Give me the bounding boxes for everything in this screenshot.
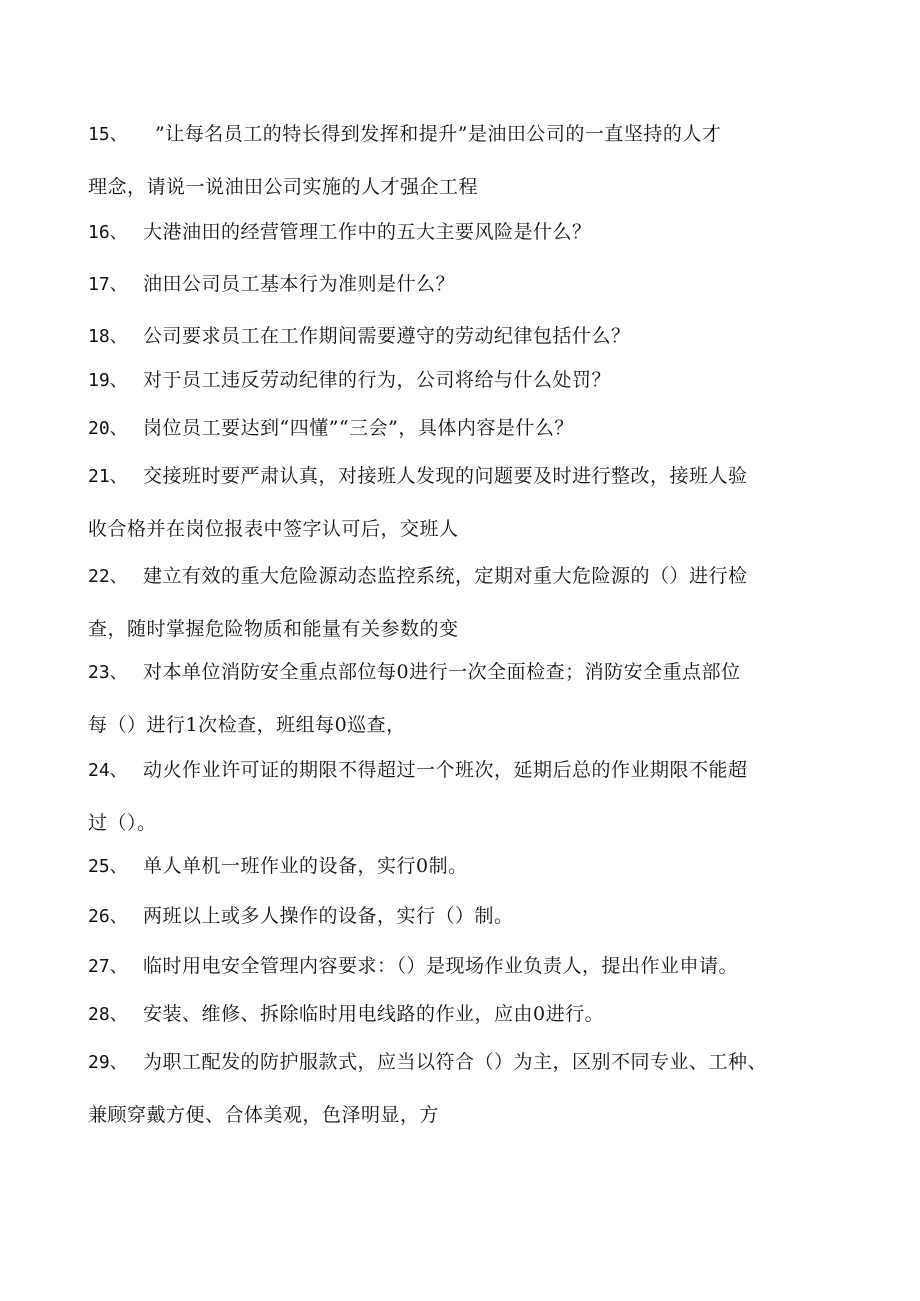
question-text-continued: 兼顾穿戴方便、合体美观，色泽明显，方 [88, 1104, 440, 1126]
question-number: 21、 [88, 466, 128, 487]
question-number: 27、 [88, 956, 128, 977]
question-text: 对本单位消防安全重点部位每0进行一次全面检查；消防安全重点部位 [143, 661, 741, 683]
question-27 [88, 940, 848, 993]
question-15 [88, 108, 848, 213]
question-number: 20、 [88, 418, 128, 439]
question-28 [88, 988, 848, 1041]
question-text: 交接班时要严肃认真，对接班人发现的问题要及时进行整改，接班人验 [143, 465, 748, 487]
question-text: 为职工配发的防护服款式，应当以符合（）为主，区别不同专业、工种、 [143, 1051, 768, 1073]
question-25 [88, 840, 848, 893]
question-text: 两班以上或多人操作的设备，实行（）制。 [143, 905, 514, 927]
question-text: 岗位员工要达到“四懂”“三会”，具体内容是什么？ [143, 417, 574, 439]
question-text: 公司要求员工在工作期间需要遵守的劳动纪律包括什么？ [143, 325, 631, 347]
question-number: 24、 [88, 760, 128, 781]
question-number: 18、 [88, 326, 128, 347]
question-number: 22、 [88, 566, 128, 587]
question-number: 29、 [88, 1052, 128, 1073]
question-20 [88, 402, 848, 455]
question-number: 15、 [88, 124, 128, 145]
question-text: 动火作业许可证的期限不得超过一个班次，延期后总的作业期限不能超 [143, 759, 748, 781]
question-number: 25、 [88, 856, 128, 877]
question-text: 对于员工违反劳动纪律的行为，公司将给与什么处罚？ [143, 369, 612, 391]
question-text-continued: 查，随时掌握危险物质和能量有关参数的变 [88, 618, 459, 640]
question-text: 单人单机一班作业的设备，实行0制。 [143, 855, 468, 877]
question-text: 建立有效的重大危险源动态监控系统，定期对重大危险源的（）进行检 [143, 565, 748, 587]
question-16 [88, 206, 848, 259]
question-23 [88, 646, 848, 751]
question-number: 19、 [88, 370, 128, 391]
question-number: 16、 [88, 222, 128, 243]
question-19 [88, 354, 848, 407]
question-number: 26、 [88, 906, 128, 927]
question-text-continued: 每（）进行1次检查，班组每0巡查， [88, 714, 406, 736]
question-number: 23、 [88, 662, 128, 683]
question-number: 17、 [88, 274, 128, 295]
question-text: ”让每名员工的特长得到发挥和提升”是油田公司的一直坚持的人才 [155, 123, 722, 145]
question-29 [88, 1036, 848, 1141]
question-22 [88, 550, 848, 655]
question-text: 油田公司员工基本行为准则是什么？ [143, 273, 456, 295]
question-21 [88, 450, 848, 555]
question-text-continued: 理念，请说一说油田公司实施的人才强企工程 [88, 176, 479, 198]
question-number: 28、 [88, 1004, 128, 1025]
question-text: 安装、维修、拆除临时用电线路的作业，应由0进行。 [143, 1003, 605, 1025]
question-24 [88, 744, 848, 849]
question-text: 大港油田的经营管理工作中的五大主要风险是什么？ [143, 221, 592, 243]
question-text-continued: 收合格并在岗位报表中签字认可后，交班人 [88, 518, 459, 540]
question-text: 临时用电安全管理内容要求：（）是现场作业负责人，提出作业申请。 [143, 955, 739, 977]
question-17 [88, 258, 848, 311]
question-26 [88, 890, 848, 943]
question-text-continued: 过（）。 [88, 812, 157, 834]
